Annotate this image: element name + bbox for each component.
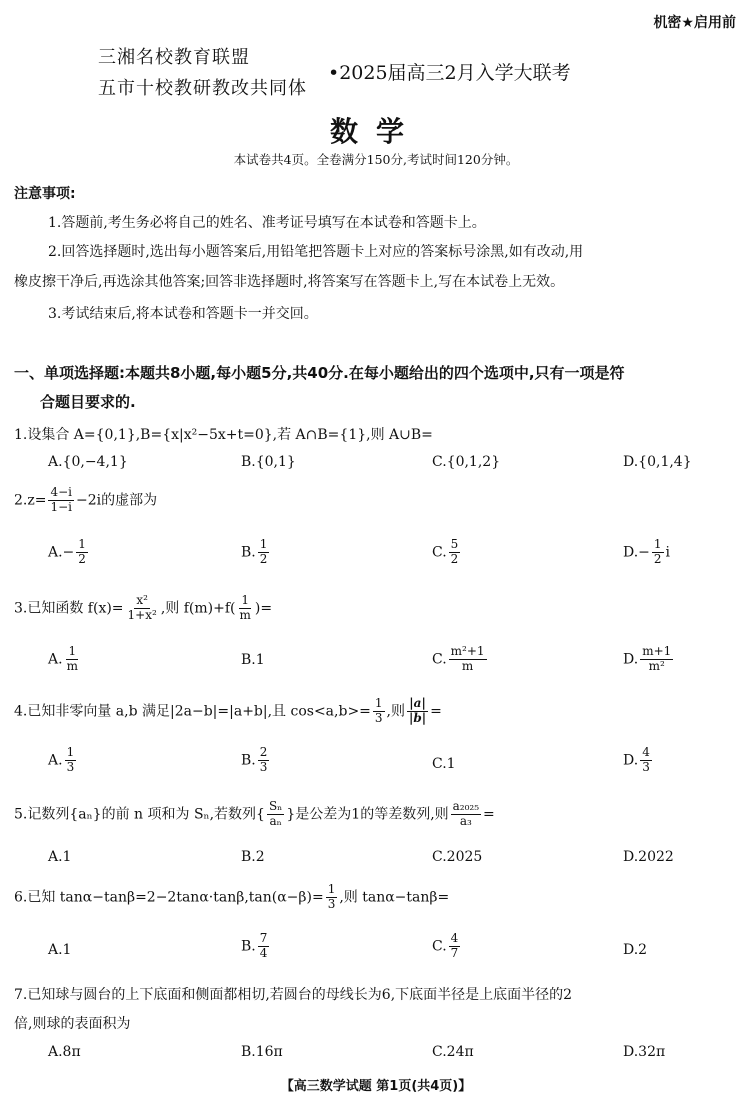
q3-f2-den: m [239,607,251,622]
question-1-stem: 1.设集合 A={0,1},B={x|x²−5x+t=0},若 A∩B={1},则 A∪B= [14,427,433,443]
q3-c-prefix: C. [432,651,447,668]
q2-c-prefix: C. [432,544,447,561]
q6-c-den: 7 [450,945,459,960]
q2-a-fraction [76,538,88,567]
q2-d-num: 1 [653,537,662,551]
q2-b-num: 1 [259,537,268,551]
q3-option-a [48,645,82,674]
q3-text-pre: 3.已知函数 f(x)= [14,600,124,617]
q2-option-a [48,538,90,567]
q5-option-a: A.1 [48,849,72,865]
q5-f1-num: Sₙ [268,799,283,813]
q3-a-den: m [66,658,78,673]
q5-text-pre: 5.记数列{aₙ}的前 n 项和为 Sₙ,若数列{ [14,806,265,823]
q2-d-fraction [652,538,664,567]
q2-d-suffix: i [665,544,671,561]
q3-f2-num: 1 [241,593,249,607]
q4-f1-den: 3 [374,710,383,725]
exam-title: •2025届高三2月入学大联考 [328,62,571,84]
q3-a-fraction [65,645,80,674]
q4-option-d [623,746,654,775]
q2-c-den: 2 [450,551,459,566]
q6-fraction [326,883,338,912]
question-7-stem: 7.已知球与圆台的上下底面和侧面都相切,若圆台的母线长为6,下底面半径是上底面半径的2 [14,987,573,1003]
q4-option-b [241,746,271,775]
q6-b-prefix: B. [241,938,256,955]
q4-text-post: = [430,703,442,720]
q4-a-prefix: A. [48,752,63,769]
q4-d-fraction [640,746,652,775]
q5-f2-num: a₂₀₂₅ [452,799,480,813]
q3-a-prefix: A. [48,651,63,668]
q2-b-prefix: B. [241,544,256,561]
q3-f1-num: x² [136,593,148,607]
q4-d-den: 3 [642,759,650,774]
q3-option-c [432,645,489,674]
q5-f2-den: a₃ [459,813,472,828]
q3-option-d [623,645,675,674]
q6-b-den: 4 [259,945,268,960]
q5-fraction-1 [267,800,284,829]
q6-c-fraction [449,932,461,961]
q4-b-fraction [258,746,270,775]
q4-text-mid: ,则 [386,703,405,720]
q1-option-d: D.{0,1,4} [623,454,692,470]
q3-c-den: m [461,658,474,673]
q4-b-prefix: B. [241,752,256,769]
q5-text-mid: }是公差为1的等差数列,则 [286,806,449,823]
q5-option-c: C.2025 [432,849,483,865]
q3-c-num: m²+1 [450,644,485,658]
q2-c-num: 5 [450,537,459,551]
q4-f2-den: |b| [409,710,427,725]
q2-fraction [48,486,74,515]
q2-d-prefix: D.− [623,544,650,561]
q4-text-pre: 4.已知非零向量 a,b 满足|2a−b|=|a+b|,且 cos<a,b>= [14,703,371,720]
q2-a-prefix: A.− [48,544,75,561]
note-3: 3.考试结束后,将本试卷和答题卡一并交回。 [48,306,318,322]
q3-f1-den: 1+x² [127,607,157,622]
q4-option-c: C.1 [432,756,456,772]
q7-option-a: A.8π [48,1044,81,1060]
q3-fraction-2 [237,594,252,623]
section-title: 一、单项选择题:本题共8小题,每小题5分,共40分.在每小题给出的四个选项中,只有一项是符 [14,364,625,382]
section-title-cont: 合题目要求的. [40,393,136,411]
question-5-stem [14,800,495,829]
q1-option-b: B.{0,1} [241,454,296,470]
q2-d-den: 2 [653,551,662,566]
q4-a-num: 1 [66,745,75,759]
alliance-name-2: 五市十校教研教改共同体 [98,78,307,99]
q2-text-pre: 2.z= [14,492,47,509]
q6-c-prefix: C. [432,938,447,955]
q4-fraction-1 [373,697,385,726]
q6-f-den: 3 [327,896,336,911]
q3-d-den: m² [648,658,665,673]
q2-b-fraction [258,538,270,567]
note-2: 2.回答选择题时,选出每小题答案后,用铅笔把答题卡上对应的答案标号涂黑,如有改动,用 [48,244,584,260]
q1-option-a: A.{0,−4,1} [48,454,128,470]
q6-text-post: ,则 tanα−tanβ= [339,889,450,906]
q2-a-num: 1 [78,537,86,551]
q5-fraction-2 [451,800,481,829]
exam-info: 本试卷共4页。全卷满分150分,考试时间120分钟。 [233,152,519,167]
q4-a-fraction [65,746,77,775]
q6-option-a: A.1 [48,942,72,958]
q4-option-a [48,746,78,775]
q2-c-fraction [449,538,461,567]
notes-title: 注意事项: [14,186,76,202]
q3-d-prefix: D. [623,651,639,668]
page-footer: 【高三数学试题 第1页(共4页)】 [280,1079,472,1094]
q3-d-fraction [640,645,673,674]
q6-option-d: D.2 [623,942,648,958]
q3-text-mid: ,则 f(m)+f( [160,600,236,617]
q7-option-d: D.32π [623,1044,666,1060]
q1-option-c: C.{0,1,2} [432,454,501,470]
q6-option-c [432,932,462,961]
q4-b-den: 3 [259,759,268,774]
q5-option-d: D.2022 [623,849,674,865]
q6-b-fraction [258,932,270,961]
q3-fraction-1 [126,594,159,623]
q4-d-num: 4 [642,745,650,759]
q2-option-b [241,538,271,567]
q6-text-pre: 6.已知 tanα−tanβ=2−2tanα·tanβ,tan(α−β)= [14,889,324,906]
q4-d-prefix: D. [623,752,639,769]
q3-d-num: m+1 [642,644,672,658]
q7-option-c: C.24π [432,1044,474,1060]
q3-option-b: B.1 [241,652,265,668]
note-1: 1.答题前,考生务必将自己的姓名、准考证号填写在本试卷和答题卡上。 [48,215,486,231]
question-7-stem-cont: 倍,则球的表面积为 [14,1016,131,1032]
alliance-name-1: 三湘名校教育联盟 [98,47,250,68]
q7-option-b: B.16π [241,1044,283,1060]
q3-text-post: )= [254,600,273,617]
q2-a-den: 2 [78,551,86,566]
q4-b-num: 2 [259,745,268,759]
q5-f1-den: aₙ [269,813,282,828]
q2-option-d [623,538,670,567]
q4-fraction-2 [407,697,428,726]
q4-f2-num: |a| [409,696,426,710]
q4-f1-num: 1 [374,696,383,710]
question-3-stem [14,594,272,623]
confidential-label: 机密★启用前 [653,15,736,31]
question-6-stem [14,883,449,912]
q2-text-post: −2i的虚部为 [76,492,158,509]
q4-a-den: 3 [66,759,75,774]
q2-b-den: 2 [259,551,268,566]
subject-title: 数学 [329,115,422,148]
q3-c-fraction [449,645,487,674]
q5-text-post: = [483,806,495,823]
question-2-stem [14,486,157,515]
note-2-cont: 橡皮擦干净后,再选涂其他答案;回答非选择题时,将答案写在答题卡上,写在本试卷上无效。 [14,274,565,290]
q6-f-num: 1 [327,882,336,896]
question-4-stem [14,697,442,726]
q2-frac-den: 1−i [50,499,72,514]
q6-c-num: 4 [450,931,459,945]
q6-option-b [241,932,271,961]
q6-b-num: 7 [259,931,268,945]
q2-option-c [432,538,462,567]
q3-a-num: 1 [68,644,77,658]
q2-frac-num: 4−i [50,485,72,499]
q5-option-b: B.2 [241,849,265,865]
